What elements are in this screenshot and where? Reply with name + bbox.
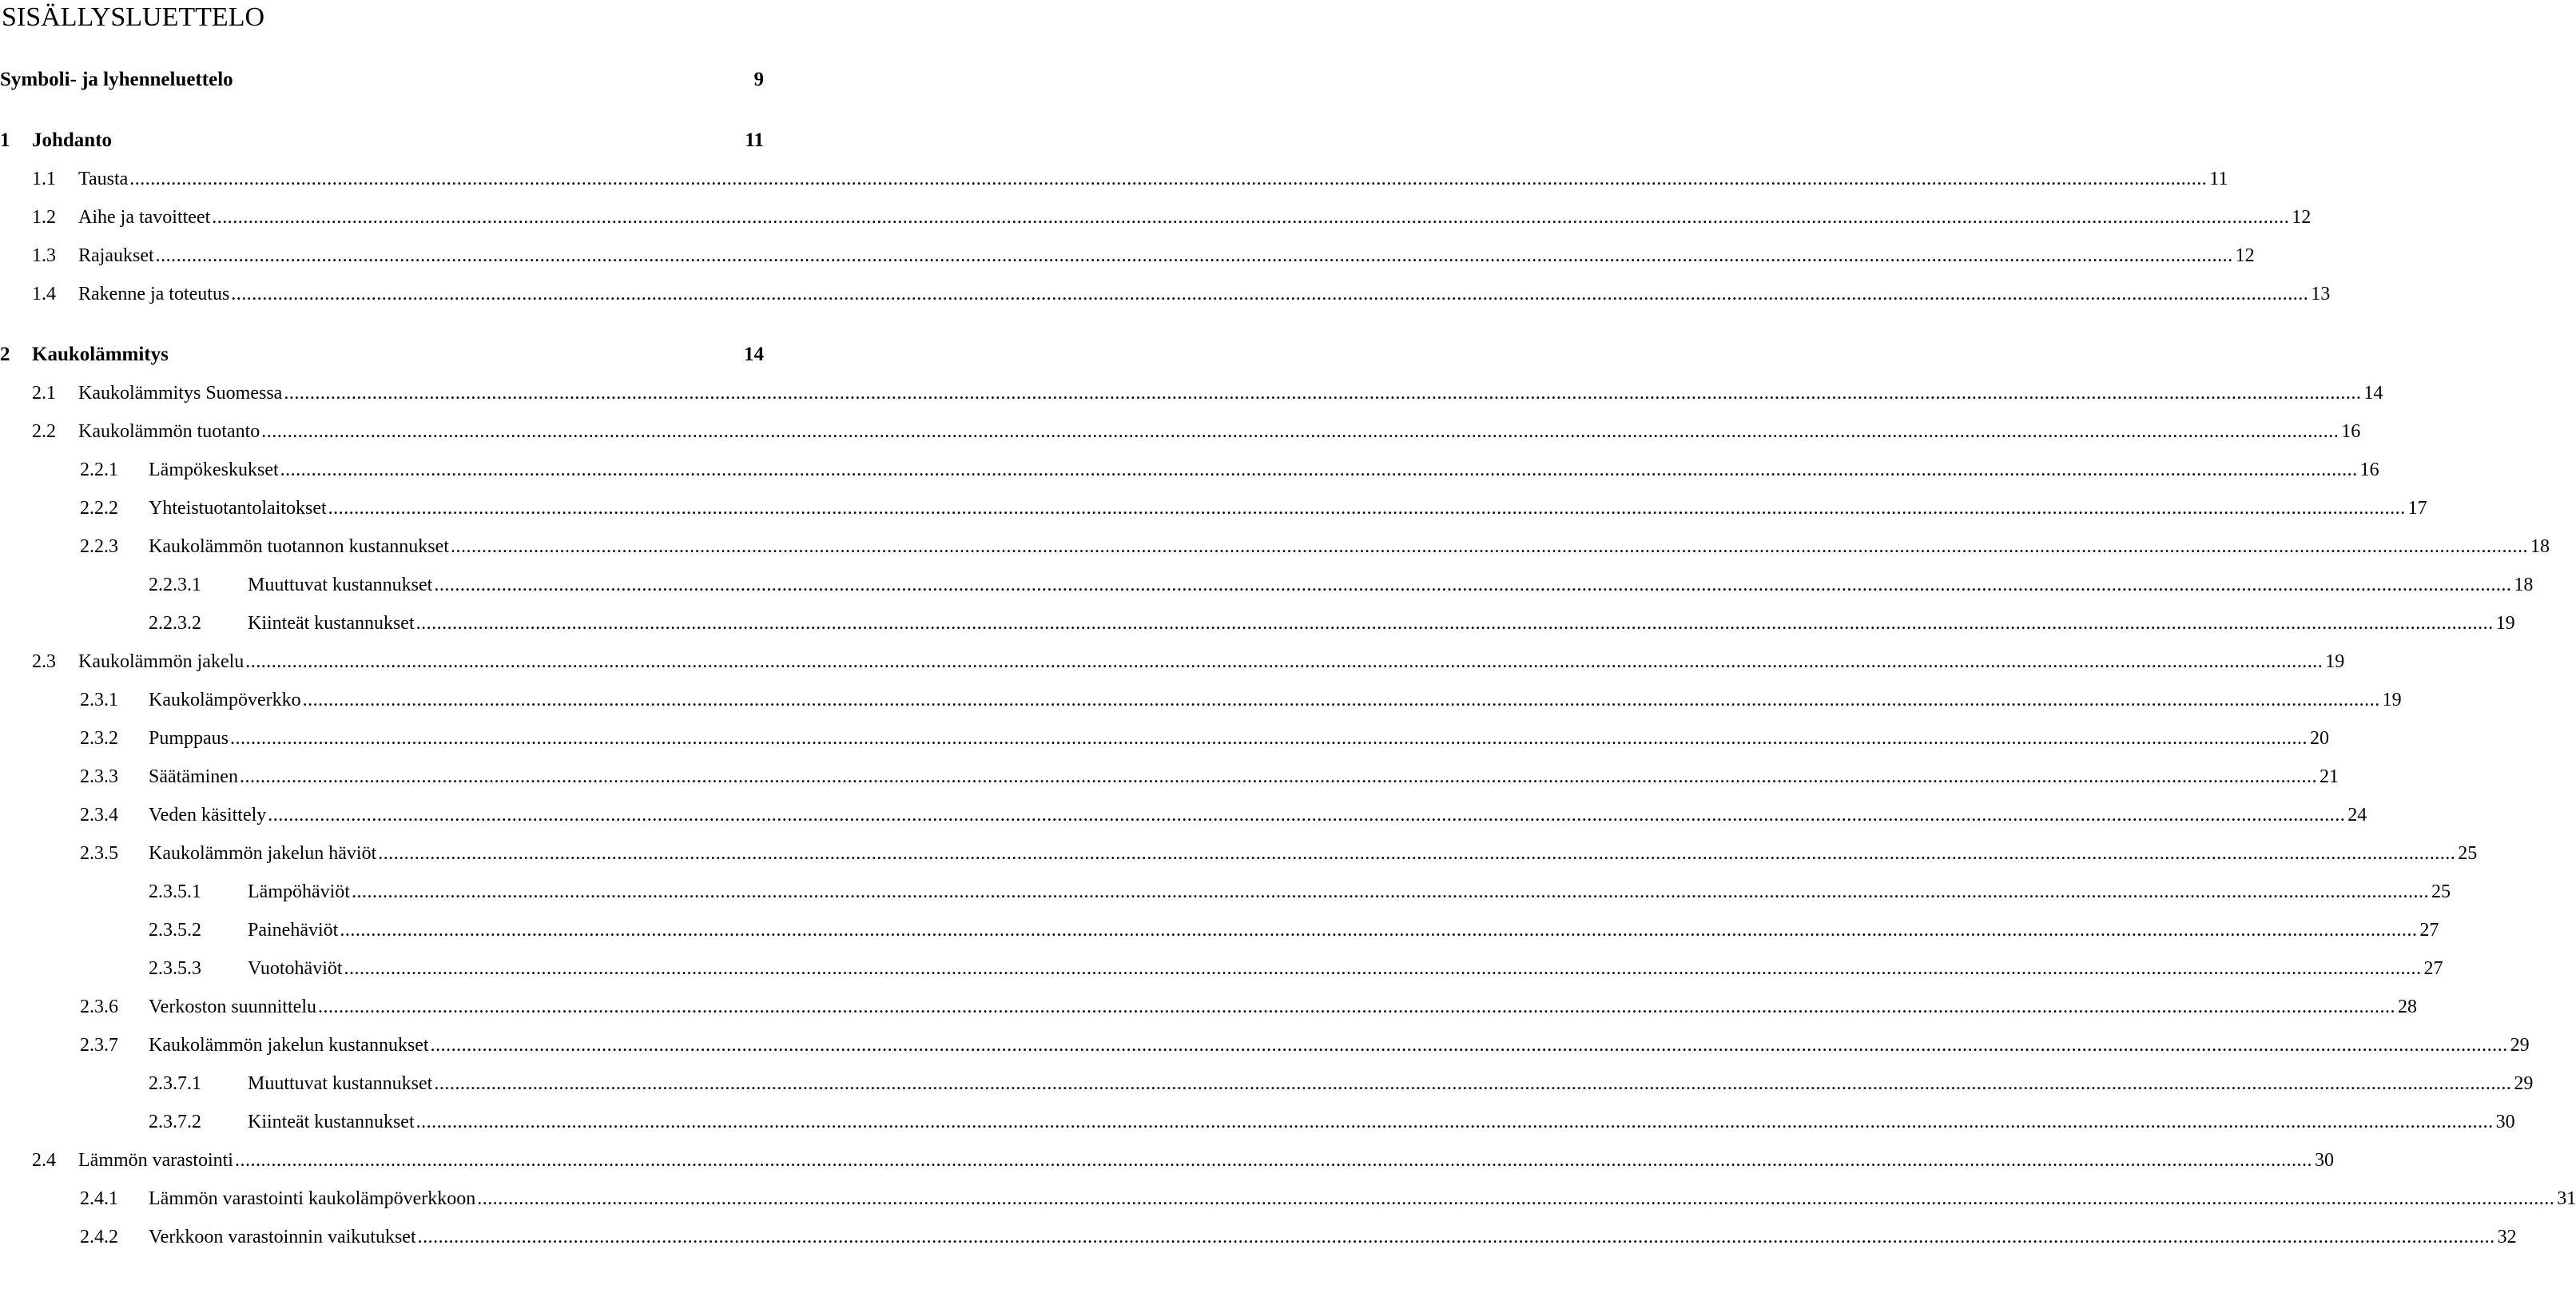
toc-entry-title: Muuttuvat kustannukset <box>248 575 433 595</box>
toc-entry-title: Kaukolämpöverkko <box>149 690 301 710</box>
toc-entry-page-number: 16 <box>2359 460 2379 480</box>
toc-entry-number: 2.2.1 <box>80 460 118 480</box>
toc-entry-number: 2.2.3 <box>80 536 118 557</box>
toc-entry-title: Verkoston suunnittelu <box>149 997 316 1017</box>
dot-leader: ................................................................................................................................................................................................................................................................................................................................................................................................................ <box>344 958 2422 979</box>
toc-entry-number: 2.3.4 <box>80 805 118 826</box>
toc-entry[interactable] <box>32 205 2312 230</box>
toc-entry[interactable] <box>80 726 2330 751</box>
toc-entry[interactable] <box>80 534 2550 559</box>
page-title: SISÄLLYSLUETTELO <box>2 2 265 32</box>
toc-entry-number: 2.1 <box>32 383 56 404</box>
toc-entry-title: Muuttuvat kustannukset <box>248 1073 433 1094</box>
toc-entry-number: 2.3.5.1 <box>149 881 201 902</box>
toc-entry-title: Symboli- ja lyhenneluettelo <box>0 69 233 90</box>
toc-entry-page-number: 25 <box>2458 843 2478 864</box>
toc-entry[interactable] <box>80 687 2402 713</box>
toc-entry-number: 2.4 <box>32 1150 56 1171</box>
dot-leader: ................................................................................................................................................................................................................................................................................................................................................................................................................ <box>434 1073 2512 1094</box>
toc-entry-page-number: 12 <box>2292 207 2312 228</box>
toc-entry-number: 2.3.7.1 <box>149 1073 201 1094</box>
dot-leader: ................................................................................................................................................................................................................................................................................................................................................................................................................ <box>351 881 2429 902</box>
toc-entry-number: 2.2 <box>32 421 56 442</box>
toc-entry[interactable] <box>149 1109 2515 1135</box>
toc-entry[interactable] <box>80 841 2478 866</box>
toc-entry-number: 2.3 <box>32 651 56 672</box>
toc-entry-title: Painehäviöt <box>248 920 339 941</box>
toc-entry-number: 2.3.7 <box>80 1035 118 1056</box>
toc-entry-number: 2.2.2 <box>80 498 118 519</box>
toc-entry-page-number: 16 <box>2341 421 2361 442</box>
dot-leader: ................................................................................................................................................................................................................................................................................................................................................................................................................ <box>434 575 2512 595</box>
toc-entry-page-number: 14 <box>2363 383 2383 404</box>
dot-leader: ................................................................................................................................................................................................................................................................................................................................................................................................................ <box>284 383 2362 404</box>
toc-entry-title: Tausta <box>78 169 129 189</box>
toc-entry-page-number: 31 <box>2557 1188 2576 1209</box>
toc-entry-number: 1.2 <box>32 207 56 228</box>
toc-entry-page-number: 14 <box>744 344 764 365</box>
toc-entry-title: Verkkoon varastoinnin vaikutukset <box>149 1227 416 1247</box>
toc-entry[interactable] <box>32 1148 2334 1173</box>
toc-entry-page-number: 18 <box>2530 536 2550 557</box>
toc-entry-page-number: 19 <box>2382 690 2402 710</box>
toc-entry-page-number: 30 <box>2495 1112 2515 1132</box>
dot-leader: ................................................................................................................................................................................................................................................................................................................................................................................................................ <box>230 728 2308 749</box>
toc-entry[interactable] <box>149 1071 2534 1096</box>
toc-entry-number: 1.3 <box>32 245 56 266</box>
toc-entry[interactable] <box>80 495 2427 521</box>
toc-entry-page-number: 19 <box>2325 651 2345 672</box>
dot-leader: ................................................................................................................................................................................................................................................................................................................................................................................................................ <box>415 613 2494 634</box>
dot-leader: ................................................................................................................................................................................................................................................................................................................................................................................................................ <box>302 690 2380 710</box>
toc-entry-number: 2.2.3.2 <box>149 613 201 634</box>
toc-entry[interactable] <box>80 994 2417 1020</box>
toc-entry[interactable] <box>149 572 2534 598</box>
toc-chapter-entry[interactable] <box>0 342 764 368</box>
toc-entry-page-number: 32 <box>2497 1227 2517 1247</box>
toc-entry-title: Lämpöhäviöt <box>248 881 350 902</box>
dot-leader: ................................................................................................................................................................................................................................................................................................................................................................................................................ <box>245 651 2324 672</box>
toc-entry-page-number: 28 <box>2398 997 2417 1017</box>
toc-entry[interactable] <box>80 457 2379 483</box>
toc-entry-page-number: 11 <box>2209 169 2228 189</box>
toc-entry-number: 1.4 <box>32 284 56 304</box>
dot-leader: ................................................................................................................................................................................................................................................................................................................................................................................................................ <box>212 207 2290 228</box>
toc-entry-page-number: 29 <box>2514 1073 2534 1094</box>
dot-leader: ................................................................................................................................................................................................................................................................................................................................................................................................................ <box>239 766 2317 787</box>
toc-entry-title: Johdanto <box>32 129 113 151</box>
toc-chapter-entry[interactable] <box>0 67 764 93</box>
toc-entry-title: Kaukolämmitys <box>32 344 169 365</box>
dot-leader: ................................................................................................................................................................................................................................................................................................................................................................................................................ <box>477 1188 2555 1209</box>
dot-leader: ................................................................................................................................................................................................................................................................................................................................................................................................................ <box>129 169 2208 189</box>
toc-entry-page-number: 12 <box>2235 245 2255 266</box>
toc-entry-number: 2.3.6 <box>80 997 118 1017</box>
toc-entry-title: Kaukolämmön tuotanto <box>78 421 260 442</box>
toc-entry-number: 2 <box>0 344 10 365</box>
toc-entry-title: Kiinteät kustannukset <box>248 613 415 634</box>
toc-entry[interactable] <box>32 649 2345 674</box>
toc-entry[interactable] <box>80 802 2367 828</box>
dot-leader: ................................................................................................................................................................................................................................................................................................................................................................................................................ <box>155 245 2233 266</box>
dot-leader: ................................................................................................................................................................................................................................................................................................................................................................................................................ <box>231 284 2309 304</box>
toc-entry-title: Kiinteät kustannukset <box>248 1112 415 1132</box>
toc-entry-page-number: 27 <box>2423 958 2443 979</box>
dot-leader: ................................................................................................................................................................................................................................................................................................................................................................................................................ <box>268 805 2346 826</box>
toc-entry-title: Säätäminen <box>149 766 238 787</box>
toc-chapter-entry[interactable] <box>0 128 764 153</box>
toc-entry-number: 2.3.3 <box>80 766 118 787</box>
toc-entry[interactable] <box>80 1224 2517 1250</box>
toc-entry-number: 2.3.5.2 <box>149 920 201 941</box>
toc-entry[interactable] <box>32 281 2331 307</box>
toc-entry-page-number: 18 <box>2514 575 2534 595</box>
toc-entry-title: Rajaukset <box>78 245 154 266</box>
toc-entry-number: 1.1 <box>32 169 56 189</box>
toc-entry[interactable] <box>32 166 2228 192</box>
toc-entry-page-number: 19 <box>2495 613 2515 634</box>
toc-entry-title: Lämmön varastointi kaukolämpöverkkoon <box>149 1188 476 1209</box>
toc-entry[interactable] <box>149 956 2443 981</box>
toc-entry-title: Kaukolämmön tuotannon kustannukset <box>149 536 449 557</box>
toc-entry-title: Veden käsittely <box>149 805 267 826</box>
toc-entry-title: Rakenne ja toteutus <box>78 284 230 304</box>
dot-leader: ................................................................................................................................................................................................................................................................................................................................................................................................................ <box>234 1150 2312 1171</box>
dot-leader: ................................................................................................................................................................................................................................................................................................................................................................................................................ <box>378 843 2456 864</box>
toc-entry[interactable] <box>32 419 2361 444</box>
toc-entry-title: Kaukolämmön jakelun kustannukset <box>149 1035 429 1056</box>
toc-entry[interactable] <box>80 764 2339 790</box>
toc-entry[interactable] <box>80 1186 2576 1211</box>
toc-entry-number: 2.3.5.3 <box>149 958 201 979</box>
toc-entry-page-number: 21 <box>2319 766 2339 787</box>
dot-leader: ................................................................................................................................................................................................................................................................................................................................................................................................................ <box>450 536 2528 557</box>
dot-leader: ................................................................................................................................................................................................................................................................................................................................................................................................................ <box>328 498 2406 519</box>
toc-entry-number: 2.3.7.2 <box>149 1112 201 1132</box>
dot-leader: ................................................................................................................................................................................................................................................................................................................................................................................................................ <box>417 1227 2495 1247</box>
toc-entry-number: 2.3.1 <box>80 690 118 710</box>
toc-entry-title: Kaukolämmön jakelu <box>78 651 244 672</box>
toc-entry-title: Pumppaus <box>149 728 229 749</box>
toc-entry-number: 2.4.2 <box>80 1227 118 1247</box>
dot-leader: ................................................................................................................................................................................................................................................................................................................................................................................................................ <box>340 920 2418 941</box>
toc-entry[interactable] <box>80 1032 2530 1058</box>
toc-entry-title: Lämpökeskukset <box>149 460 279 480</box>
toc-entry-number: 2.3.5 <box>80 843 118 864</box>
dot-leader: ................................................................................................................................................................................................................................................................................................................................................................................................................ <box>261 421 2339 442</box>
dot-leader: ................................................................................................................................................................................................................................................................................................................................................................................................................ <box>430 1035 2508 1056</box>
toc-entry-number: 2.2.3.1 <box>149 575 201 595</box>
toc-entry[interactable] <box>32 380 2383 406</box>
toc-entry-title: Yhteistuotantolaitokset <box>149 498 327 519</box>
toc-entry-page-number: 27 <box>2419 920 2439 941</box>
toc-entry-title: Kaukolämmön jakelun häviöt <box>149 843 377 864</box>
dot-leader: ................................................................................................................................................................................................................................................................................................................................................................................................................ <box>318 997 2395 1017</box>
toc-entry-page-number: 20 <box>2310 728 2330 749</box>
dot-leader: ................................................................................................................................................................................................................................................................................................................................................................................................................ <box>415 1112 2494 1132</box>
toc-entry-page-number: 17 <box>2407 498 2427 519</box>
toc-entry-page-number: 30 <box>2314 1150 2334 1171</box>
toc-entry-title: Vuotohäviöt <box>248 958 343 979</box>
toc-entry-page-number: 13 <box>2311 284 2331 304</box>
toc-entry-number: 2.4.1 <box>80 1188 118 1209</box>
toc-entry-page-number: 29 <box>2510 1035 2530 1056</box>
toc-entry-page-number: 25 <box>2431 881 2451 902</box>
toc-entry-number: 2.3.2 <box>80 728 118 749</box>
toc-entry-page-number: 11 <box>745 129 764 151</box>
toc-entry[interactable] <box>149 879 2451 905</box>
toc-entry[interactable] <box>149 611 2515 636</box>
toc-entry-title: Kaukolämmitys Suomessa <box>78 383 283 404</box>
toc-entry-title: Aihe ja tavoitteet <box>78 207 211 228</box>
toc-entry[interactable] <box>32 243 2255 269</box>
toc-entry-page-number: 24 <box>2347 805 2367 826</box>
dot-leader: ................................................................................................................................................................................................................................................................................................................................................................................................................ <box>280 460 2358 480</box>
toc-entry-page-number: 9 <box>753 69 764 90</box>
toc-entry-title: Lämmön varastointi <box>78 1150 233 1171</box>
toc-entry-number: 1 <box>0 129 10 151</box>
toc-entry[interactable] <box>149 917 2439 943</box>
